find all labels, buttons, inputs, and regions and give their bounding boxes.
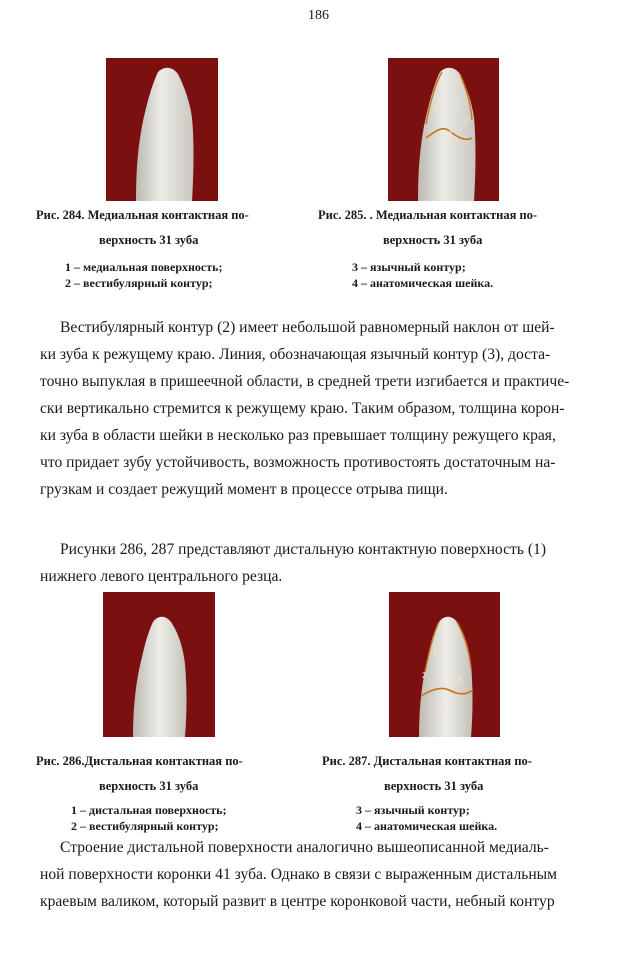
marker-1: 1: [433, 647, 438, 656]
text-line: ки зуба к режущему краю. Линия, обозначающая язычный контур (3), доста-: [40, 346, 551, 363]
figure-285-legend-3: 3 – язычный контур;: [352, 260, 466, 274]
text-line: Рисунки 286, 287 представляют дистальную контактную поверхность (1): [60, 541, 547, 558]
body-paragraph-2: [40, 536, 546, 590]
marker-4: 4: [437, 703, 442, 712]
body-paragraph-3: [40, 834, 557, 915]
text-line: ной поверхности коронки 41 зуба. Однако в связи с выраженным дистальным: [40, 866, 558, 883]
marker-2: 2: [422, 671, 427, 680]
page-number: 186: [308, 8, 329, 23]
figure-285-caption-cont: верхность 31 зуба: [383, 233, 483, 247]
text-line: что придает зубу устойчивость, возможность противостоять достаточным на-: [40, 454, 556, 471]
figure-286-caption: Рис. 286.Дистальная контактная по-: [36, 754, 243, 768]
figure-285-legend-4: 4 – анатомическая шейка.: [352, 276, 494, 290]
figure-287-caption-cont: верхность 31 зуба: [384, 779, 484, 793]
tooth-image: [103, 592, 215, 737]
text-line: ки зуба в области шейки в несколько раз превышает толщину режущего края,: [40, 427, 556, 444]
figure-286-photo: [103, 592, 215, 737]
tooth-image-annotated: [388, 58, 499, 201]
figure-286-caption-cont: верхность 31 зуба: [99, 779, 199, 793]
marker-2: 2: [464, 117, 469, 126]
figure-286-legend-2: 2 – вестибулярный контур;: [71, 819, 219, 833]
figure-287-caption: Рис. 287. Дистальная контактная по-: [322, 754, 532, 768]
figure-285-photo: [388, 58, 499, 201]
figure-284-caption: Рис. 284. Медиальная контактная по-: [36, 208, 249, 222]
figure-284-caption-cont: верхность 31 зуба: [99, 233, 199, 247]
figure-287-photo: [389, 592, 500, 737]
figure-284-legend-2: 2 – вестибулярный контур;: [65, 276, 213, 290]
marker-1: 1: [454, 99, 459, 108]
text-line: ски вертикально стремится к режущему краю. Таким образом, толщина корон-: [40, 400, 565, 417]
text-line: Строение дистальной поверхности аналогично вышеописанной медиаль-: [60, 839, 549, 856]
figure-284-photo: [106, 58, 218, 201]
text-line: нижнего левого центрального резца.: [40, 568, 283, 585]
text-line: точно выпуклая в пришеечной области, в средней трети изгибается и практиче-: [40, 373, 570, 390]
figure-287-legend-4: 4 – анатомическая шейка.: [356, 819, 498, 833]
text-line: краевым валиком, который развит в центре коронковой части, небный контур: [40, 893, 555, 910]
figure-285-caption: Рис. 285. . Медиальная контактная по-: [318, 208, 538, 222]
marker-3: 3: [433, 103, 438, 112]
tooth-image-annotated: [389, 592, 500, 737]
figure-286-legend-1: 1 – дистальная поверхность;: [71, 803, 227, 817]
tooth-image: [106, 58, 218, 201]
figure-287-legend-3: 3 – язычный контур;: [356, 803, 470, 817]
text-line: Вестибулярный контур (2) имеет небольшой равномерный наклон от шей-: [60, 319, 555, 336]
marker-3: 3: [457, 675, 462, 684]
text-line: грузкам и создает режущий момент в процессе отрыва пищи.: [40, 481, 448, 498]
marker-4: 4: [448, 129, 453, 138]
body-paragraph-1: [40, 314, 569, 503]
figure-284-legend-1: 1 – медиальная поверхность;: [65, 260, 223, 274]
